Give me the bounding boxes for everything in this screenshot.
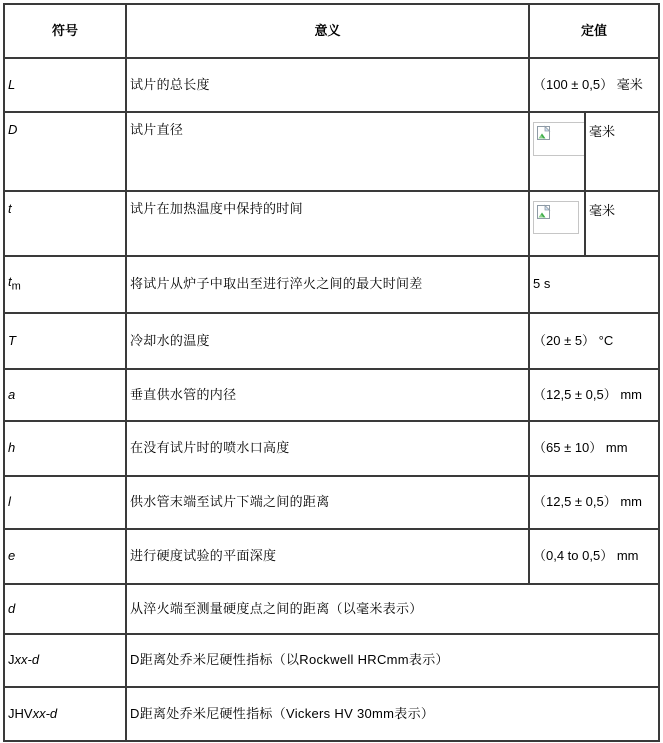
table-row <box>4 256 659 313</box>
symbol-cell <box>4 687 126 741</box>
value-cell: （12,5 ± 0,5） mm <box>529 369 659 421</box>
symbol-h: h <box>8 440 16 456</box>
table-row <box>4 421 659 476</box>
meaning-cell: 试片的总长度 <box>126 58 529 112</box>
header-symbol: 符号 <box>4 4 126 58</box>
symbol-cell <box>4 313 126 369</box>
table-row <box>4 313 659 369</box>
unit-cell: 毫米 <box>585 112 659 191</box>
meaning-cell: 试片在加热温度中保持的时间 <box>126 191 529 256</box>
symbol-cell <box>4 58 126 112</box>
symbol-e: e <box>8 548 16 564</box>
value-cell: （0,4 to 0,5） mm <box>529 529 659 584</box>
symbol-cell <box>4 476 126 529</box>
symbol-J-italic: xx-d <box>14 652 40 668</box>
value-image-cell <box>529 112 585 191</box>
meaning-cell: 在没有试片时的喷水口高度 <box>126 421 529 476</box>
symbol-cell <box>4 634 126 687</box>
table-row <box>4 191 659 256</box>
symbol-L: L <box>8 76 16 92</box>
value-cell: （65 ± 10） mm <box>529 421 659 476</box>
meaning-cell: 试片直径 <box>126 112 529 191</box>
symbol-tm: t <box>8 274 12 290</box>
meaning-cell: 供水管末端至试片下端之间的距离 <box>126 476 529 529</box>
value-cell: （20 ± 5） °C <box>529 313 659 369</box>
symbol-a: a <box>8 386 16 402</box>
symbol-JHV-italic: xx-d <box>32 705 58 721</box>
table-row <box>4 476 659 529</box>
table-row <box>4 112 659 191</box>
table-row <box>4 687 659 741</box>
symbol-cell <box>4 369 126 421</box>
unit-cell: 毫米 <box>585 191 659 256</box>
symbol-cell <box>4 584 126 634</box>
header-value: 定值 <box>529 4 659 58</box>
symbol-t: t <box>8 201 12 216</box>
broken-image-icon <box>536 204 552 220</box>
meaning-cell: 将试片从炉子中取出至进行淬火之间的最大时间差 <box>126 256 529 313</box>
symbol-cell <box>4 256 126 313</box>
symbol-l: l <box>8 494 11 510</box>
meaning-cell: 冷却水的温度 <box>126 313 529 369</box>
symbol-cell <box>4 191 126 256</box>
symbol-JHV-prefix: JHV <box>8 705 33 721</box>
table-row <box>4 584 659 634</box>
table-row <box>4 529 659 584</box>
symbol-cell <box>4 529 126 584</box>
meaning-cell: D距离处乔米尼硬性指标（Vickers HV 30mm表示） <box>126 687 659 741</box>
table-header-row <box>4 4 659 58</box>
value-cell: （100 ± 0,5） 毫米 <box>529 58 659 112</box>
table-row <box>4 369 659 421</box>
symbol-J-prefix: J <box>8 652 15 668</box>
symbol-cell <box>4 421 126 476</box>
value-cell: （12,5 ± 0,5） mm <box>529 476 659 529</box>
meaning-cell: 从淬火端至测量硬度点之间的距离（以毫米表示） <box>126 584 659 634</box>
meaning-cell: D距离处乔米尼硬性指标（以Rockwell HRCmm表示） <box>126 634 659 687</box>
symbol-d: d <box>8 600 16 616</box>
jominy-symbols-table <box>3 3 660 742</box>
table-row <box>4 634 659 687</box>
table-row <box>4 58 659 112</box>
image-placeholder-frame <box>533 122 585 156</box>
symbol-D: D <box>8 122 18 137</box>
symbol-T: T <box>8 332 16 348</box>
broken-image-icon <box>536 125 552 141</box>
value-image-cell <box>529 191 585 256</box>
image-placeholder-frame <box>533 201 579 234</box>
value-cell: 5 s <box>529 256 659 313</box>
meaning-cell: 垂直供水管的内径 <box>126 369 529 421</box>
header-meaning: 意义 <box>126 4 529 58</box>
symbol-tm-subscript: m <box>11 280 21 293</box>
symbol-cell <box>4 112 126 191</box>
meaning-cell: 进行硬度试验的平面深度 <box>126 529 529 584</box>
